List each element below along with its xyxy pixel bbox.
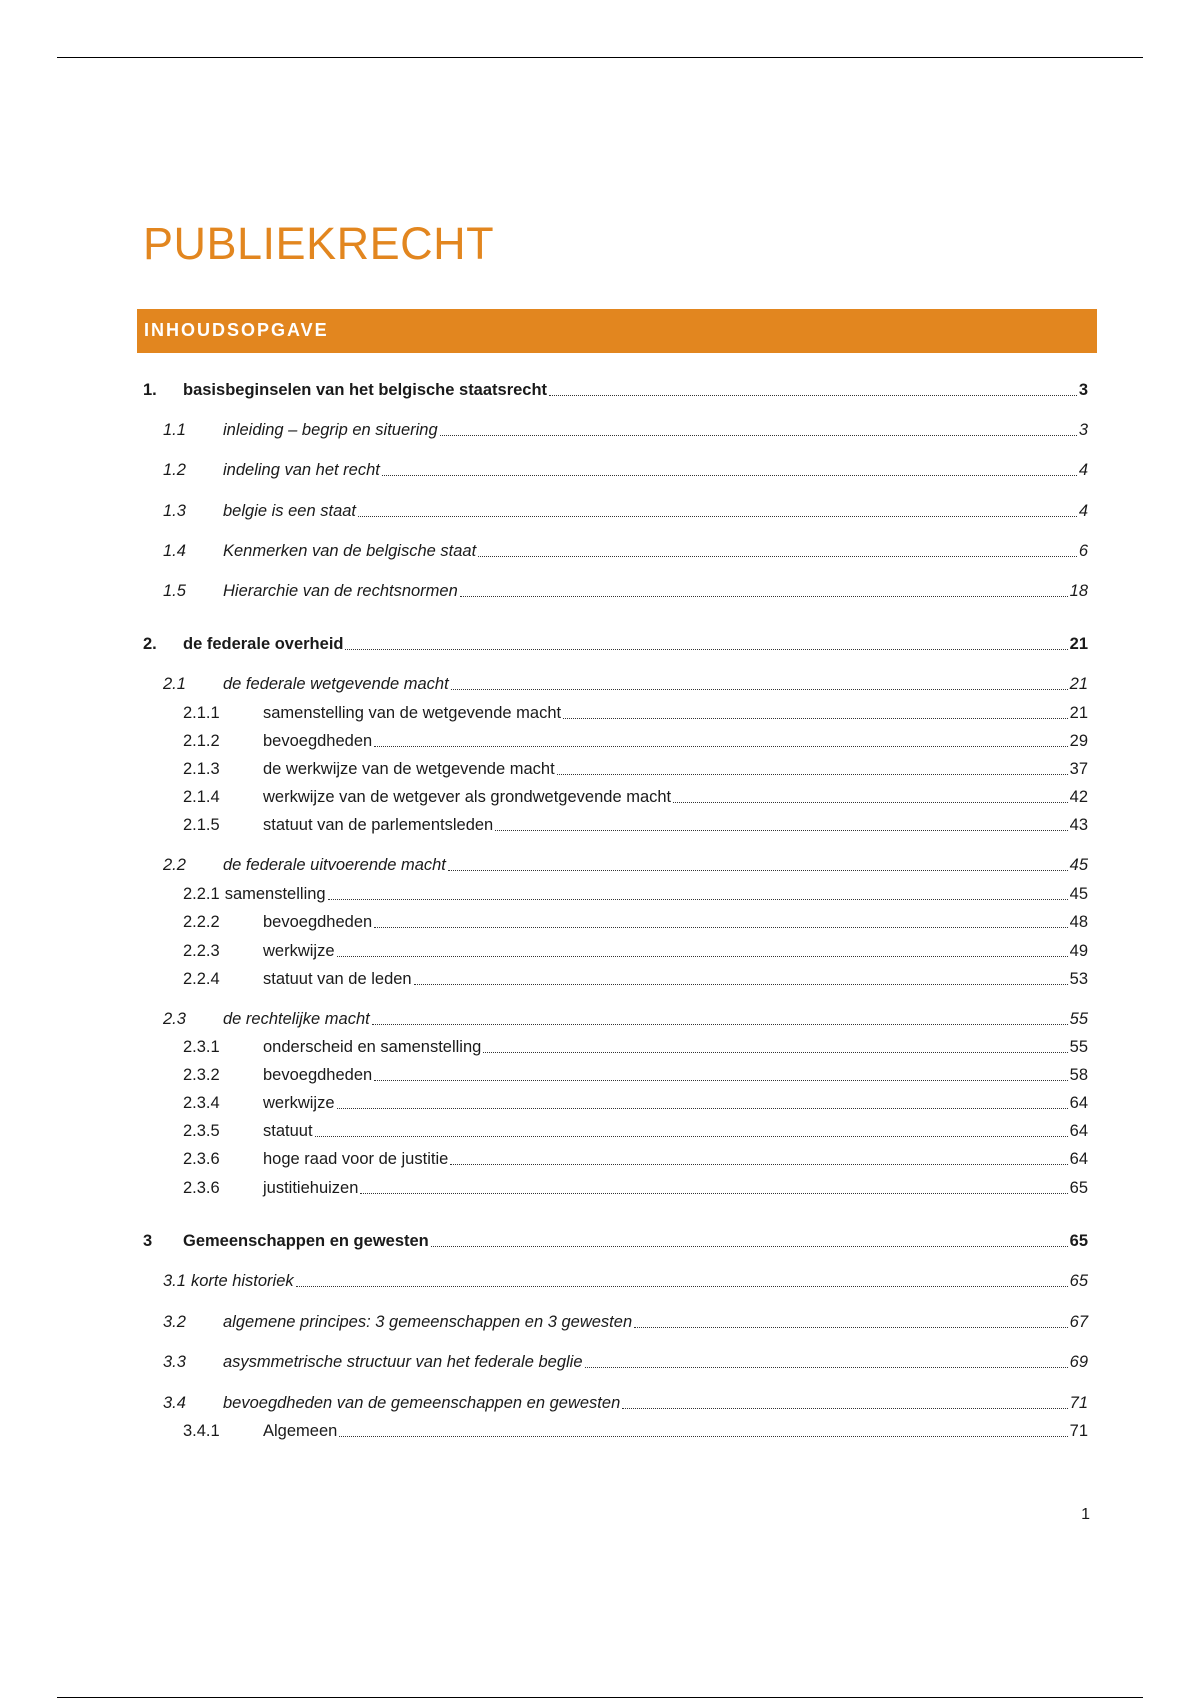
toc-entry-section-2-1[interactable]: 2.1 de federale wetgevende macht 21	[163, 675, 1088, 693]
toc-entry-section-1-5[interactable]: 1.5 Hierarchie van de rechtsnormen 18	[163, 582, 1088, 600]
toc-entry-subsection-2-1-4[interactable]: 2.1.4 werkwijze van de wetgever als grondwetgevende macht 42	[183, 788, 1088, 806]
toc-entry-subsection-2-3-6[interactable]: 2.3.6 hoge raad voor de justitie 64	[183, 1150, 1088, 1168]
toc-entry-chapter-3[interactable]: 3 Gemeenschappen en gewesten 65	[143, 1232, 1088, 1250]
toc-entry-subsection-2-3-5[interactable]: 2.3.5 statuut 64	[183, 1122, 1088, 1140]
toc-entry-subsection-2-1-1[interactable]: 2.1.1 samenstelling van de wetgevende macht 21	[183, 704, 1088, 722]
toc-entry-chapter-1[interactable]: 1. basisbeginselen van het belgische staatsrecht 3	[143, 381, 1088, 399]
toc-entry-subsection-2-3-1[interactable]: 2.3.1 onderscheid en samenstelling 55	[183, 1038, 1088, 1056]
toc-entry-section-2-2[interactable]: 2.2 de federale uitvoerende macht 45	[163, 856, 1088, 874]
toc-entry-section-1-3[interactable]: 1.3 belgie is een staat 4	[163, 502, 1088, 520]
toc-entry-subsection-2-2-2[interactable]: 2.2.2 bevoegdheden 48	[183, 913, 1088, 931]
toc-heading-banner	[137, 309, 1097, 353]
toc-entry-section-1-1[interactable]: 1.1 inleiding – begrip en situering 3	[163, 421, 1088, 439]
toc-entry-section-1-2[interactable]: 1.2 indeling van het recht 4	[163, 461, 1088, 479]
header-rule	[57, 57, 1143, 58]
toc-entry-subsection-2-3-2[interactable]: 2.3.2 bevoegdheden 58	[183, 1066, 1088, 1084]
document-title: PUBLIEKRECHT	[143, 218, 495, 269]
toc-entry-section-2-3[interactable]: 2.3 de rechtelijke macht 55	[163, 1010, 1088, 1028]
toc-entry-section-3-3[interactable]: 3.3 asysmmetrische structuur van het federale beglie 69	[163, 1353, 1088, 1371]
toc-entry-subsection-3-4-1[interactable]: 3.4.1 Algemeen 71	[183, 1422, 1088, 1440]
toc-entry-subsection-2-1-5[interactable]: 2.1.5 statuut van de parlementsleden 43	[183, 816, 1088, 834]
toc-entry-chapter-2[interactable]: 2. de federale overheid 21	[143, 635, 1088, 653]
toc-entry-subsection-2-1-2[interactable]: 2.1.2 bevoegdheden 29	[183, 732, 1088, 750]
toc-entry-subsection-2-1-3[interactable]: 2.1.3 de werkwijze van de wetgevende macht 37	[183, 760, 1088, 778]
toc-entry-subsection-2-3-4[interactable]: 2.3.4 werkwijze 64	[183, 1094, 1088, 1112]
toc-entry-subsection-2-3-6b[interactable]: 2.3.6 justitiehuizen 65	[183, 1179, 1088, 1197]
page-number: 1	[1081, 1506, 1090, 1523]
toc-entry-subsection-2-2-4[interactable]: 2.2.4 statuut van de leden 53	[183, 970, 1088, 988]
toc-entry-section-1-4[interactable]: 1.4 Kenmerken van de belgische staat 6	[163, 542, 1088, 560]
toc-heading: INHOUDSOPGAVE	[144, 320, 329, 340]
toc-entry-subsection-2-2-1[interactable]: 2.2.1 samenstelling 45	[183, 885, 1088, 903]
toc-entry-section-3-4[interactable]: 3.4 bevoegdheden van de gemeenschappen en gewesten 71	[163, 1394, 1088, 1412]
footer-rule	[57, 1697, 1143, 1698]
toc-entry-section-3-1[interactable]: 3.1 korte historiek 65	[163, 1272, 1088, 1290]
toc-entry-subsection-2-2-3[interactable]: 2.2.3 werkwijze 49	[183, 942, 1088, 960]
toc-entry-section-3-2[interactable]: 3.2 algemene principes: 3 gemeenschappen en 3 gewesten 67	[163, 1313, 1088, 1331]
